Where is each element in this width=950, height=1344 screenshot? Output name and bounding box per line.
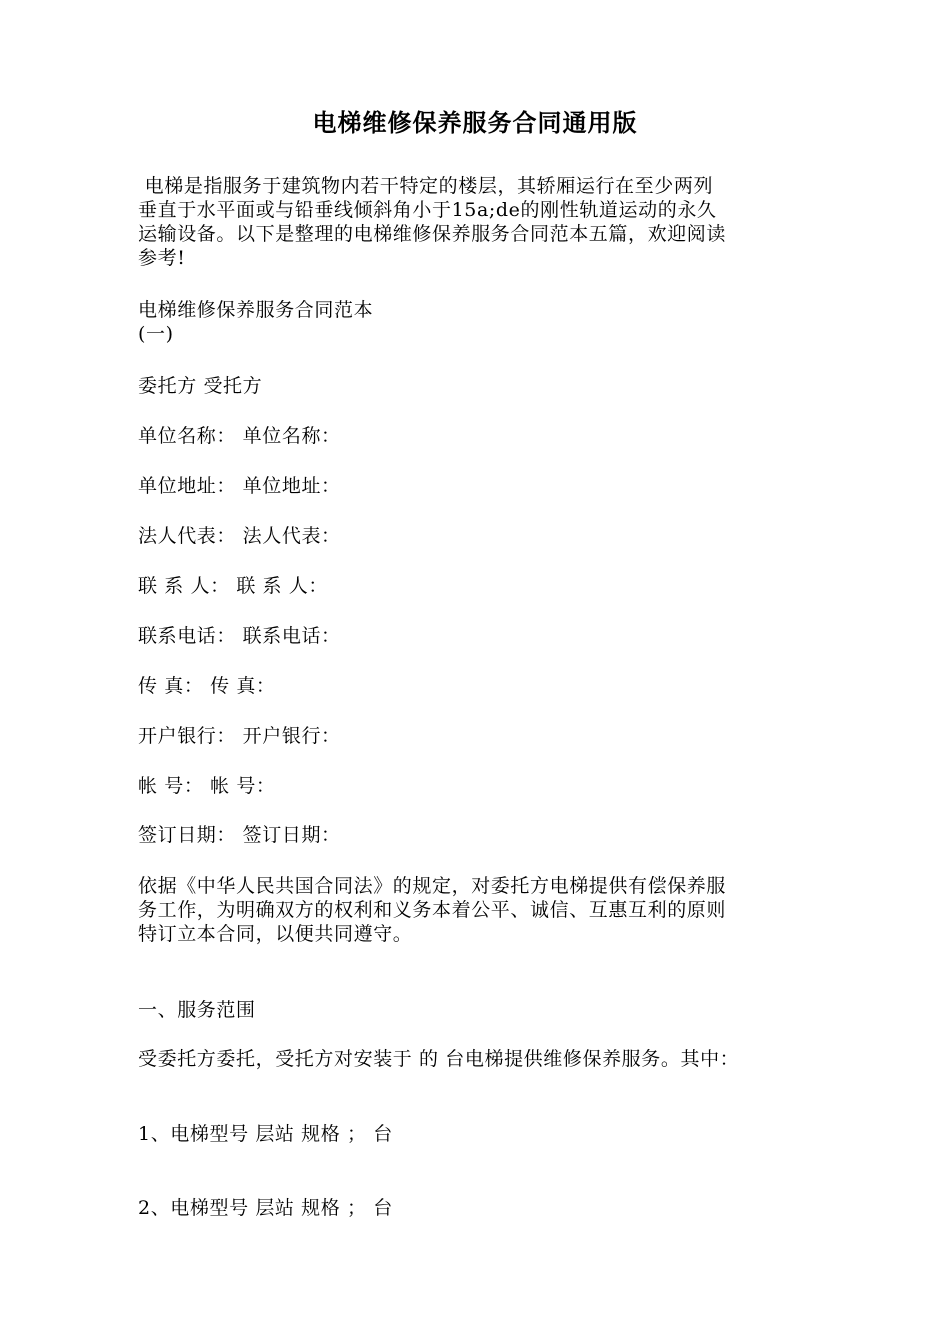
intro-line: 电梯是指服务于建筑物内若干特定的楼层，其轿厢运行在至少两列 — [138, 175, 714, 197]
intro-paragraph — [138, 174, 818, 270]
intro-line: 运输设备。以下是整理的电梯维修保养服务合同范本五篇，欢迎阅读 — [138, 223, 727, 245]
document-title: 电梯维修保养服务合同通用版 — [312, 108, 638, 137]
section-heading: 一、服务范围 — [138, 999, 256, 1021]
intro-line: 参考! — [138, 247, 186, 269]
field-fax: 传 真： 传 真： — [138, 675, 276, 697]
field-legal-rep: 法人代表： 法人代表： — [138, 525, 341, 547]
contract-heading-line: 电梯维修保养服务合同范本 — [138, 299, 374, 321]
field-contact: 联 系 人： 联 系 人： — [138, 575, 328, 597]
field-bank: 开户银行： 开户银行： — [138, 725, 341, 747]
basis-line: 务工作，为明确双方的权利和义务本着公平、诚信、互惠互利的原则 — [138, 899, 727, 921]
list-item: 1、电梯型号 层站 规格 ； 台 — [138, 1123, 393, 1145]
section-text: 受委托方委托，受托方对安装于 的 台电梯提供维修保养服务。其中： — [138, 1048, 740, 1070]
list-item: 2、电梯型号 层站 规格 ； 台 — [138, 1197, 393, 1219]
field-unit-name: 单位名称： 单位名称： — [138, 425, 341, 447]
parties-line: 委托方 受托方 — [138, 375, 263, 397]
contract-heading-number: (一) — [138, 323, 174, 345]
basis-paragraph — [138, 874, 818, 946]
field-phone: 联系电话： 联系电话： — [138, 625, 341, 647]
basis-line: 特订立本合同，以便共同遵守。 — [138, 923, 413, 945]
basis-line: 依据《中华人民共国合同法》的规定，对委托方电梯提供有偿保养服 — [138, 875, 727, 897]
intro-line: 垂直于水平面或与铅垂线倾斜角小于15a;de的刚性轨道运动的永久 — [138, 199, 717, 221]
field-account: 帐 号： 帐 号： — [138, 775, 276, 797]
contract-heading — [138, 298, 818, 346]
field-sign-date: 签订日期： 签订日期： — [138, 824, 341, 846]
field-unit-address: 单位地址： 单位地址： — [138, 475, 341, 497]
